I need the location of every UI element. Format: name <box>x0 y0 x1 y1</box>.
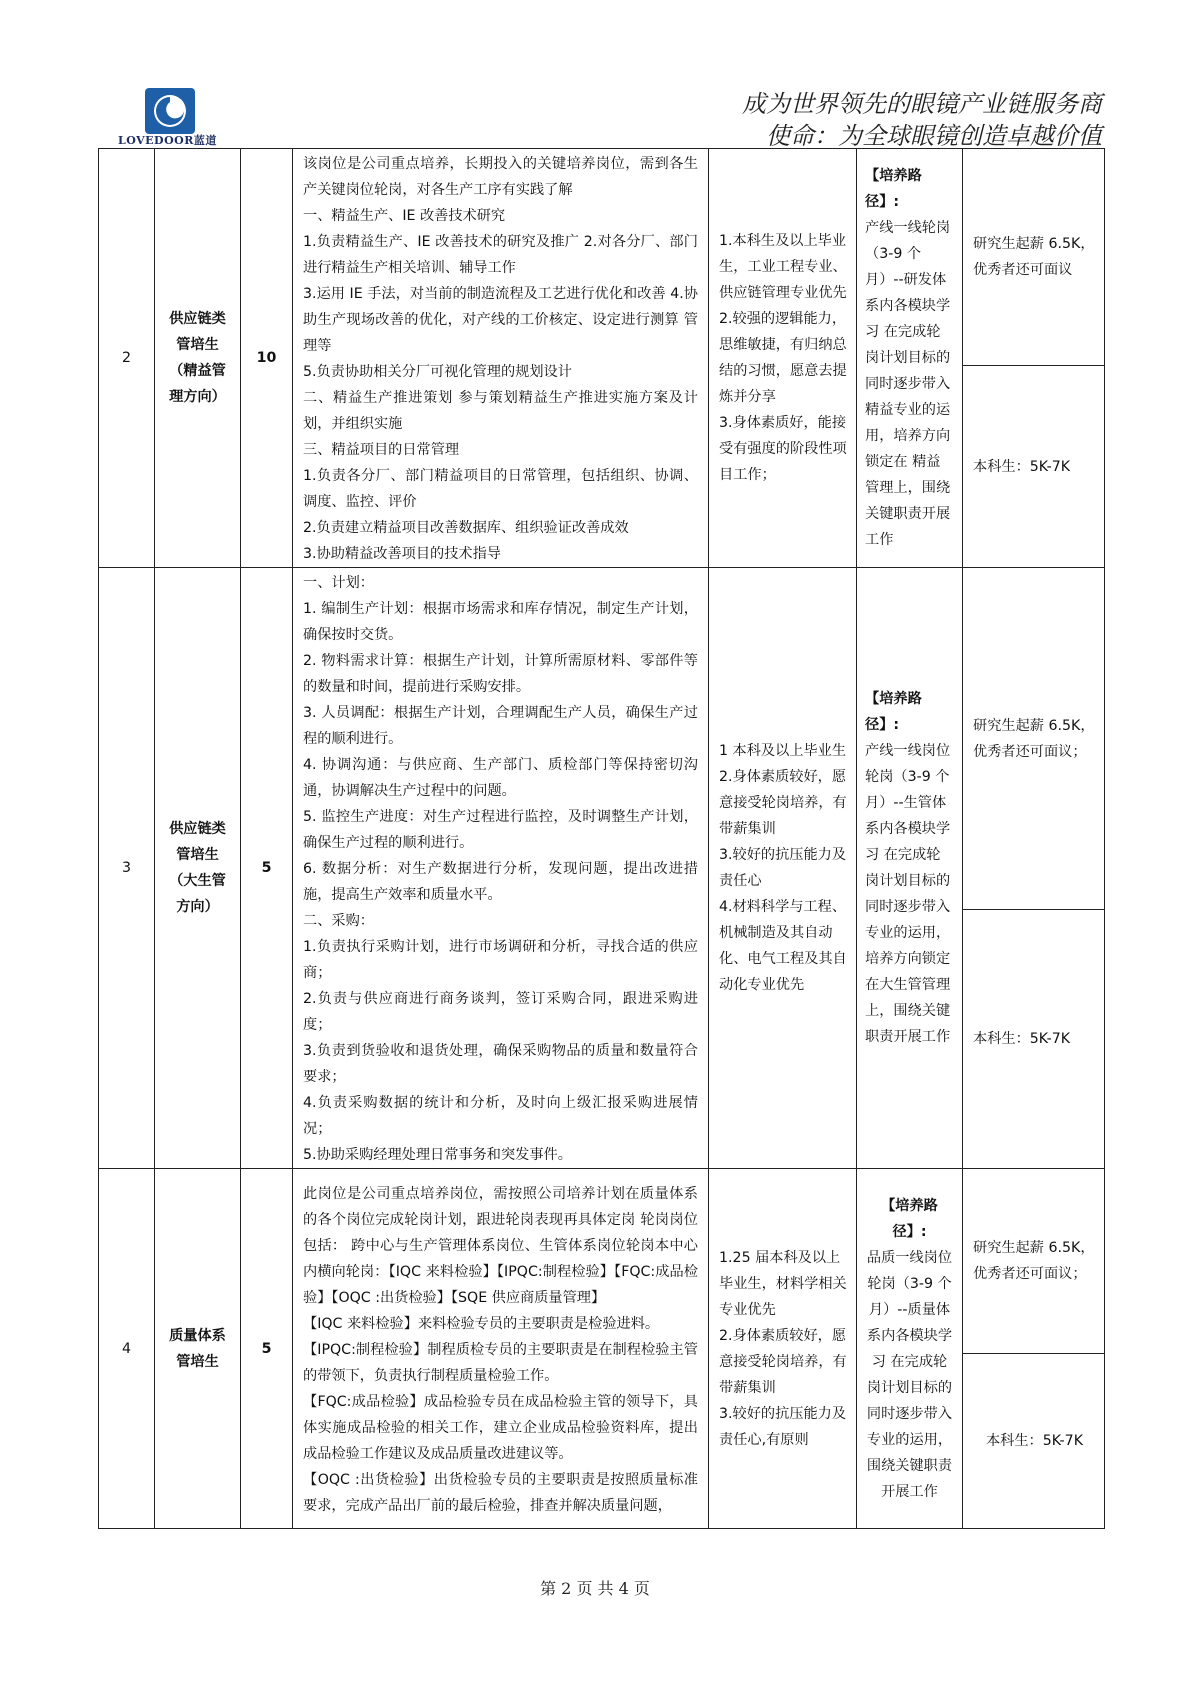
training-path <box>857 149 963 568</box>
recruitment-table <box>98 148 1105 1529</box>
duty-line: 2. 物料需求计算：根据生产计划，计算所需原材料、零部件等的数量和时间，提前进行采购安排。 <box>303 653 698 695</box>
slogan-mission: 使命：为全球眼镜创造卓越价值 <box>766 122 1102 150</box>
requirement-line: 1.25 届本科及以上毕业生，材料学相关专业优先 <box>719 1249 847 1318</box>
title-line: （精益管 <box>169 363 226 379</box>
requirement-line: 2.身体素质较好，愿意接受轮岗培养，有带薪集训 <box>719 769 847 837</box>
duty-line: 5. 监控生产进度：对生产过程进行监控，及时调整生产计划，确保生产过程的顺利进行。 <box>303 809 698 851</box>
logo-swirl-icon <box>145 88 195 134</box>
duty-line: 二、采购： <box>303 913 374 929</box>
duty-line: 此岗位是公司重点培养岗位，需按照公司培养计划在质量体系的各个岗位完成轮岗计划，跟进轮岗表现再具体定岗 轮岗岗位包括： 跨中心与生产管理体系岗位、生管体系岗位轮岗本中心内横向轮岗：【IQC 来料检验】【IPQC:制程检验】【FQC:成品检验】【OQC :出货检验】【SQE 供应商质量管理】 <box>303 1185 698 1306</box>
path-text: 品质一线岗位轮岗（3-9 个月）--质量体系内各模块学习 在完成轮岗计划目标的同时逐步带入专业的运用，围绕关键职责开展工作 <box>866 1249 953 1500</box>
duty-line: 3. 人员调配：根据生产计划，合理调配生产人员，确保生产过程的顺利进行。 <box>303 705 698 747</box>
duty-line: 3.协助精益改善项目的技术指导 <box>303 546 501 562</box>
training-path <box>857 1169 963 1529</box>
job-duties <box>293 568 709 1169</box>
headcount: 10 <box>241 149 293 568</box>
duty-line: 3.负责到货验收和退货处理，确保采购物品的质量和数量符合要求； <box>303 1043 698 1085</box>
title-line: 质量体系 <box>169 1327 226 1344</box>
duty-line: 1.负责执行采购计划，进行市场调研和分析，寻找合适的供应商； <box>303 939 698 981</box>
title-line: 供应链类 <box>169 821 226 837</box>
table-row <box>99 568 1105 910</box>
requirements <box>709 149 857 568</box>
requirement-line: 1 本科及以上毕业生 <box>719 743 847 759</box>
title-line: 理方向） <box>169 389 226 405</box>
duty-line: 1. 编制生产计划：根据市场需求和库存情况，制定生产计划，确保按时交货。 <box>303 601 698 643</box>
duty-line: 2.负责建立精益项目改善数据库、组织验证改善成效 <box>303 520 629 536</box>
path-label: 【培养路径】: <box>881 1197 938 1240</box>
duty-line: 一、精益生产、IE 改善技术研究 <box>303 208 506 224</box>
salary-bachelor: 本科生：5K-7K <box>963 910 1105 1169</box>
duty-line: 【IPQC:制程检验】制程质检专员的主要职责是在制程检验主管的带领下，负责执行制程质量检验工作。 <box>303 1341 698 1384</box>
duty-line: 【OQC :出货检验】出货检验专员的主要职责是按照质量标准要求，完成产品出厂前的最后检验，排查并解决质量问题， <box>303 1471 698 1514</box>
salary-graduate: 研究生起薪 6.5K，优秀者还可面议 <box>963 149 1105 366</box>
path-label: 【培养路径】: <box>865 168 922 210</box>
position-title <box>155 568 241 1169</box>
requirement-line: 3.较好的抗压能力及责任心,有原则 <box>719 1405 847 1448</box>
salary-graduate: 研究生起薪 6.5K，优秀者还可面议； <box>963 1169 1105 1354</box>
row-index: 3 <box>99 568 155 1169</box>
position-title <box>155 1169 241 1529</box>
slogan-vision: 成为世界领先的眼镜产业链服务商 <box>742 90 1102 118</box>
job-duties <box>293 1169 709 1529</box>
requirement-line: 2.身体素质较好，愿意接受轮岗培养，有带薪集训 <box>719 1327 847 1396</box>
row-index: 4 <box>99 1169 155 1529</box>
salary-graduate: 研究生起薪 6.5K，优秀者还可面议； <box>963 568 1105 910</box>
title-line: 管培生 <box>176 1353 219 1370</box>
duty-line: 2.负责与供应商进行商务谈判，签订采购合同，跟进采购进度； <box>303 991 698 1033</box>
duty-line: 三、精益项目的日常管理 <box>303 442 460 458</box>
requirement-line: 3.身体素质好，能接受有强度的阶段性项目工作； <box>719 415 847 483</box>
position-title <box>155 149 241 568</box>
duty-line: 该岗位是公司重点培养，长期投入的关键培养岗位，需到各生产关键岗位轮岗，对各生产工序有实践了解 <box>303 156 698 198</box>
duty-line: 【FQC:成品检验】成品检验专员在成品检验主管的领导下，具体实施成品检验的相关工作，建立企业成品检验资料库，提出成品检验工作建议及成品质量改进建议等。 <box>303 1393 698 1462</box>
duty-line: 6. 数据分析：对生产数据进行分析，发现问题，提出改进措施，提高生产效率和质量水平。 <box>303 861 698 903</box>
requirement-line: 3.较好的抗压能力及责任心 <box>719 847 847 889</box>
duty-line: 5.负责协助相关分厂可视化管理的规划设计 <box>303 364 572 380</box>
duty-line: 4. 协调沟通：与供应商、生产部门、质检部门等保持密切沟通，协调解决生产过程中的问题。 <box>303 757 698 799</box>
duty-line: 1.负责精益生产、IE 改善技术的研究及推广 2.对各分厂、部门进行精益生产相关培训、辅导工作 <box>303 234 698 276</box>
requirements <box>709 1169 857 1529</box>
duty-line: 二、精益生产推进策划 参与策划精益生产推进实施方案及计划，并组织实施 <box>303 390 698 432</box>
table-row <box>99 1169 1105 1354</box>
path-label: 【培养路径】: <box>865 691 922 733</box>
title-line: （大生管 <box>169 873 226 889</box>
title-line: 方向） <box>176 899 219 915</box>
page-header <box>0 0 1190 150</box>
logo-text: LOVEDOOR蓝道 <box>118 134 217 147</box>
requirement-line: 2.较强的逻辑能力，思维敏捷，有归纳总结的习惯，愿意去提炼并分享 <box>719 311 847 405</box>
path-text: 产线一线岗位轮岗（3-9 个月）--生管体系内各模块学习 在完成轮岗计划目标的同时逐步带入专业的运用，培养方向锁定在大生管管理上，围绕关键职责开展工作 <box>865 743 951 1045</box>
training-path <box>857 568 963 1169</box>
company-logo <box>118 88 230 148</box>
job-duties <box>293 149 709 568</box>
salary-bachelor: 本科生：5K-7K <box>963 1354 1105 1529</box>
headcount: 5 <box>241 1169 293 1529</box>
headcount: 5 <box>241 568 293 1169</box>
title-line: 管培生 <box>176 847 219 863</box>
duty-line: 4.负责采购数据的统计和分析，及时向上级汇报采购进展情况； <box>303 1095 698 1137</box>
salary-bachelor: 本科生：5K-7K <box>963 366 1105 568</box>
path-text: 产线一线轮岗（3-9 个月）--研发体系内各模块学习 在完成轮岗计划目标的同时逐步带入精益专业的运用，培养方向锁定在 精益管理上，围绕关键职责开展工作 <box>865 220 951 548</box>
duty-line: 1.负责各分厂、部门精益项目的日常管理，包括组织、协调、调度、监控、评价 <box>303 468 698 510</box>
duty-line: 一、计划： <box>303 575 374 591</box>
title-line: 供应链类 <box>169 311 226 327</box>
requirement-line: 1.本科生及以上毕业生，工业工程专业、供应链管理专业优先 <box>719 233 847 301</box>
requirements <box>709 568 857 1169</box>
title-line: 管培生 <box>176 337 219 353</box>
page-number: 第 2 页 共 4 页 <box>540 1579 650 1598</box>
row-index: 2 <box>99 149 155 568</box>
table-row <box>99 149 1105 366</box>
duty-line: 【IQC 来料检验】来料检验专员的主要职责是检验进料。 <box>303 1315 660 1332</box>
duty-line: 5.协助采购经理处理日常事务和突发事件。 <box>303 1147 572 1163</box>
requirement-line: 4.材料科学与工程、机械制造及其自动化、电气工程及其自动化专业优先 <box>719 899 847 993</box>
duty-line: 3.运用 IE 手法，对当前的制造流程及工艺进行优化和改善 4.协助生产现场改善的优化，对产线的工价核定、设定进行测算 管理等 <box>303 286 698 354</box>
